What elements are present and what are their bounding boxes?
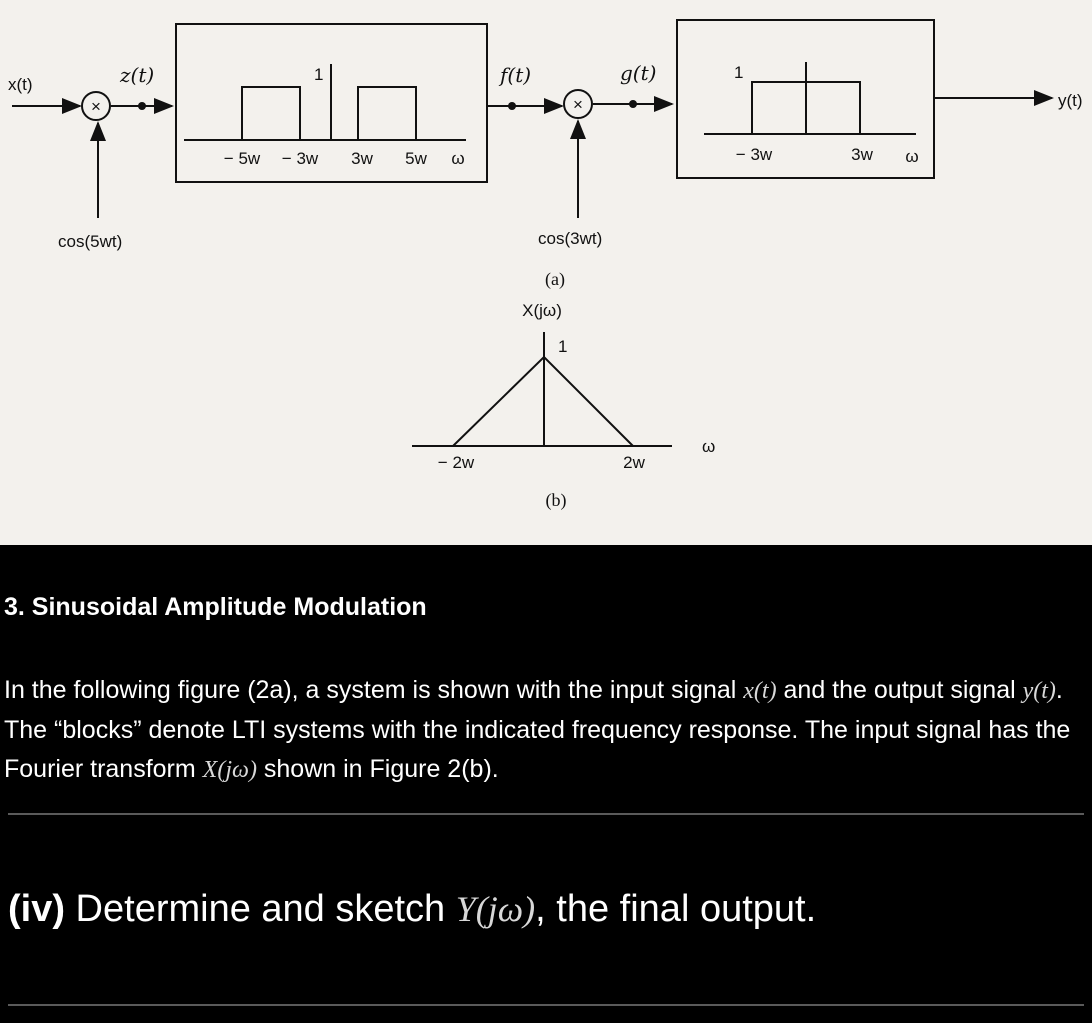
divider	[8, 1004, 1084, 1006]
problem-text: and the output signal	[776, 676, 1023, 704]
filter-1-tick: − 3w	[281, 149, 319, 168]
g-label: g(t)	[620, 61, 657, 85]
output-signal-math: y(t)	[1022, 678, 1056, 704]
filter-2-tick: − 3w	[735, 145, 773, 164]
input-label: x(t)	[8, 75, 33, 94]
filter-1-tick: 5w	[405, 149, 427, 168]
problem-title: 3. Sinusoidal Amplitude Modulation	[4, 593, 427, 621]
question-text: , the final output.	[535, 888, 817, 930]
problem-text: shown in Figure 2(b).	[256, 755, 499, 783]
caption-b: (b)	[545, 490, 567, 510]
filter-2-omega: ω	[905, 147, 919, 166]
problem-panel	[0, 545, 1084, 815]
filter-1-tick: 3w	[351, 149, 373, 168]
filter-2-tick: 3w	[851, 145, 873, 164]
filter-1-passband-left	[242, 87, 300, 140]
carrier-1-label: cos(5wt)	[58, 232, 123, 251]
f-node	[508, 102, 516, 110]
input-signal-math: x(t)	[743, 678, 777, 704]
fourier-transform-math: X(jω)	[202, 757, 257, 783]
spectrum-peak-label: 1	[558, 337, 568, 356]
problem-text: In the following figure (2a), a system is shown with the input signal	[4, 676, 744, 704]
filter-2-amplitude: 1	[734, 63, 744, 82]
problem-text: . The “blocks” denote LTI systems with the indicated frequency response. The input signal has the Fourier transform	[4, 676, 1071, 783]
spectrum-title: X(jω)	[522, 301, 562, 320]
caption-a: (a)	[545, 269, 565, 289]
problem-statement	[4, 671, 1074, 790]
carrier-2-label: cos(3wt)	[538, 229, 603, 248]
multiplier-2-symbol: ×	[573, 95, 583, 114]
f-label: f(t)	[500, 63, 532, 87]
g-node	[629, 100, 637, 108]
multiplier-1-symbol: ×	[91, 97, 101, 116]
divider	[8, 813, 1084, 815]
spectrum-left-tick: − 2w	[437, 453, 475, 472]
output-label: y(t)	[1058, 91, 1083, 110]
question-iv	[8, 888, 816, 931]
filter-1-amplitude: 1	[314, 65, 324, 84]
question-text: Determine and sketch	[65, 888, 456, 930]
filter-1-omega: ω	[451, 149, 465, 168]
question-label: (iv)	[8, 888, 65, 930]
spectrum-omega: ω	[702, 437, 716, 456]
z-label: z(t)	[120, 63, 155, 87]
spectrum-right-tick: 2w	[623, 453, 645, 472]
z-node	[138, 102, 146, 110]
filter-1-passband-right	[358, 87, 416, 140]
filter-1-tick: − 5w	[223, 149, 261, 168]
output-spectrum-math: Y(jω)	[455, 889, 536, 929]
